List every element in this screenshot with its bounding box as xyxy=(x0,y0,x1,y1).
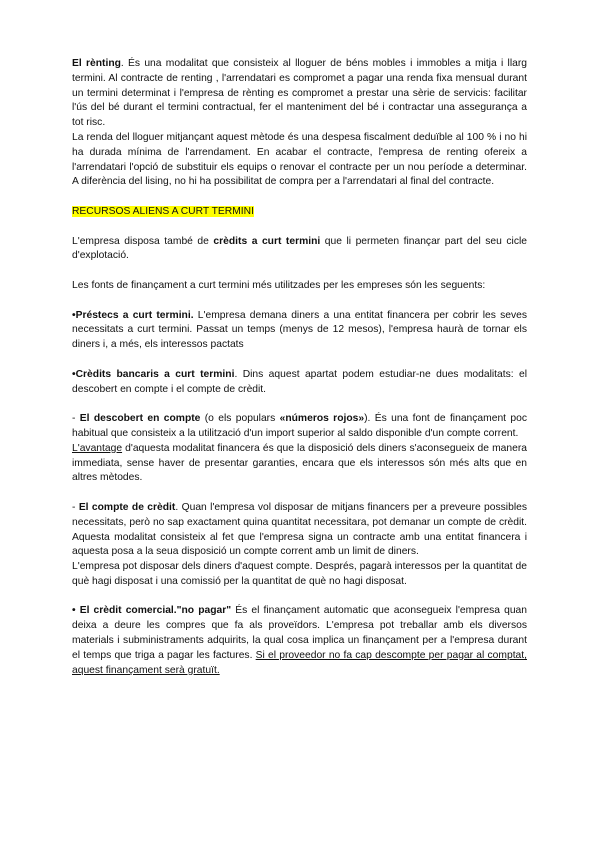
fonts-intro: Les fonts de finançament a curt termini més utilitzades per les empreses són les seguents: xyxy=(72,279,486,291)
descobert-paragraph xyxy=(72,412,527,442)
intro-after: que li permeten finançar part del seu cicle d'explotació. xyxy=(72,235,527,262)
avantage-text: d'aquesta modalitat financera és que la disposició dels diners s'aconsegueix de manera immediata, sense haver de presentar garanties, encara que els interessos són més alts que en altres mètodes. xyxy=(72,442,527,484)
compte-credit-text: . Quan l'empresa vol disposar de mitjans financers per a preveure possibles necessitats, però no sap exactament quina quantitat necessitara, pot demanar un compte de crèdit. Aquesta modalitat consisteix al fet que l'empresa signa un contracte amb una entitat financera i aquesta posa a la seua disposició un compte corrent amb un limit de diners. xyxy=(72,501,527,558)
credits-bancaris-term: •Crèdits bancaris a curt termini xyxy=(72,368,235,380)
compte-credit-term: El compte de crèdit xyxy=(78,501,176,513)
prestecs-term: •Préstecs a curt termini. xyxy=(72,309,194,321)
descobert-text: ). És una font de finançament poc habitual que consisteix a la utilització d'un import superior al saldo disponible d'un compte corrent. xyxy=(72,413,527,439)
credit-comercial-term: • El crèdit comercial."no pagar" xyxy=(72,605,232,617)
document-page xyxy=(72,57,527,678)
intro-paragraph xyxy=(72,235,527,265)
compte-credit-paragraph-2: L'empresa pot disposar dels diners d'aquest compte. Després, pagarà interessos per la quantitat de què hagi disposat i una comissió per la quantitat de què no hagi disposat. xyxy=(72,561,527,587)
renting-term: El rènting xyxy=(72,58,121,69)
prestecs-text: L'empresa demana diners a una entitat financera per cobrir les seves necessitats a curt termini. Passat un temps (menys de 12 mesos), l'empresa haurà de tornar els diners i, a més, els interessos pactats xyxy=(72,309,527,351)
credit-comercial-underlined: Si el proveedor no fa cap descompte per pagar al comptat, aquest finançament serà gratuït. xyxy=(72,649,528,676)
credits-bancaris-text: . Dins aquest apartat podem estudiar-ne dues modalitats: el descobert en compte i el compte de crèdit. xyxy=(72,368,528,395)
compte-credit-paragraph xyxy=(72,501,527,560)
descobert-mid: (o els populars xyxy=(200,413,280,425)
credit-comercial-paragraph xyxy=(72,604,527,678)
renting-paragraph xyxy=(72,57,527,131)
credit-comercial-text: És el finançament automatic que aconsegueix l'empresa quan deixa a deure les compres que fa als proveïdors. L'empresa pot treballar amb els diversos materials i subministraments adquirits, la qual cosa implica un finançament per a l'empresa durant el temps que triga a pagar les factures. xyxy=(72,605,527,661)
section-heading xyxy=(72,205,527,220)
credits-bancaris-paragraph xyxy=(72,368,527,398)
avantage-label: L'avantage xyxy=(72,442,123,454)
prestecs-paragraph xyxy=(72,309,527,353)
intro-before: L'empresa disposa també de xyxy=(72,235,214,247)
renting-text: . És una modalitat que consisteix al lloguer de béns mobles i immobles a mitja i llarg termini. Al contracte de renting , l'arrendatari es compromet a pagar una renda fixa mensual durant un termini determinat i l'empresa de rènting es compromet a prestar una sèrie de servicis: facilitar l'ús del bé durant el termini contractual, fer el manteniment del bé i contractar una assegurança a tot risc. xyxy=(72,58,527,129)
renting-paragraph-2: La renda del lloguer mitjançant aquest mètode és una despesa fiscalment deduïble al 100 % i no hi ha durada mínima de l'arrendament. En acabar el contracte, l'empresa de renting ofereix a l'arrendatari l'opció de substituir els equips o renovar el contracte per un nou període a determinar. A diferència del lising, no hi ha possibilitat de compra per a l'arrendatari al final del contracte. xyxy=(72,131,527,188)
descobert-term: El descobert en compte xyxy=(79,413,201,425)
descobert-numeros-rojos: «números rojos» xyxy=(279,413,365,425)
descobert-prefix: - xyxy=(72,413,80,425)
intro-bold: crèdits a curt termini xyxy=(213,235,321,247)
descobert-avantage-paragraph xyxy=(72,442,527,486)
compte-credit-prefix: - xyxy=(72,501,79,513)
section-heading-text: RECURSOS ALIENS A CURT TERMINI xyxy=(72,205,254,217)
